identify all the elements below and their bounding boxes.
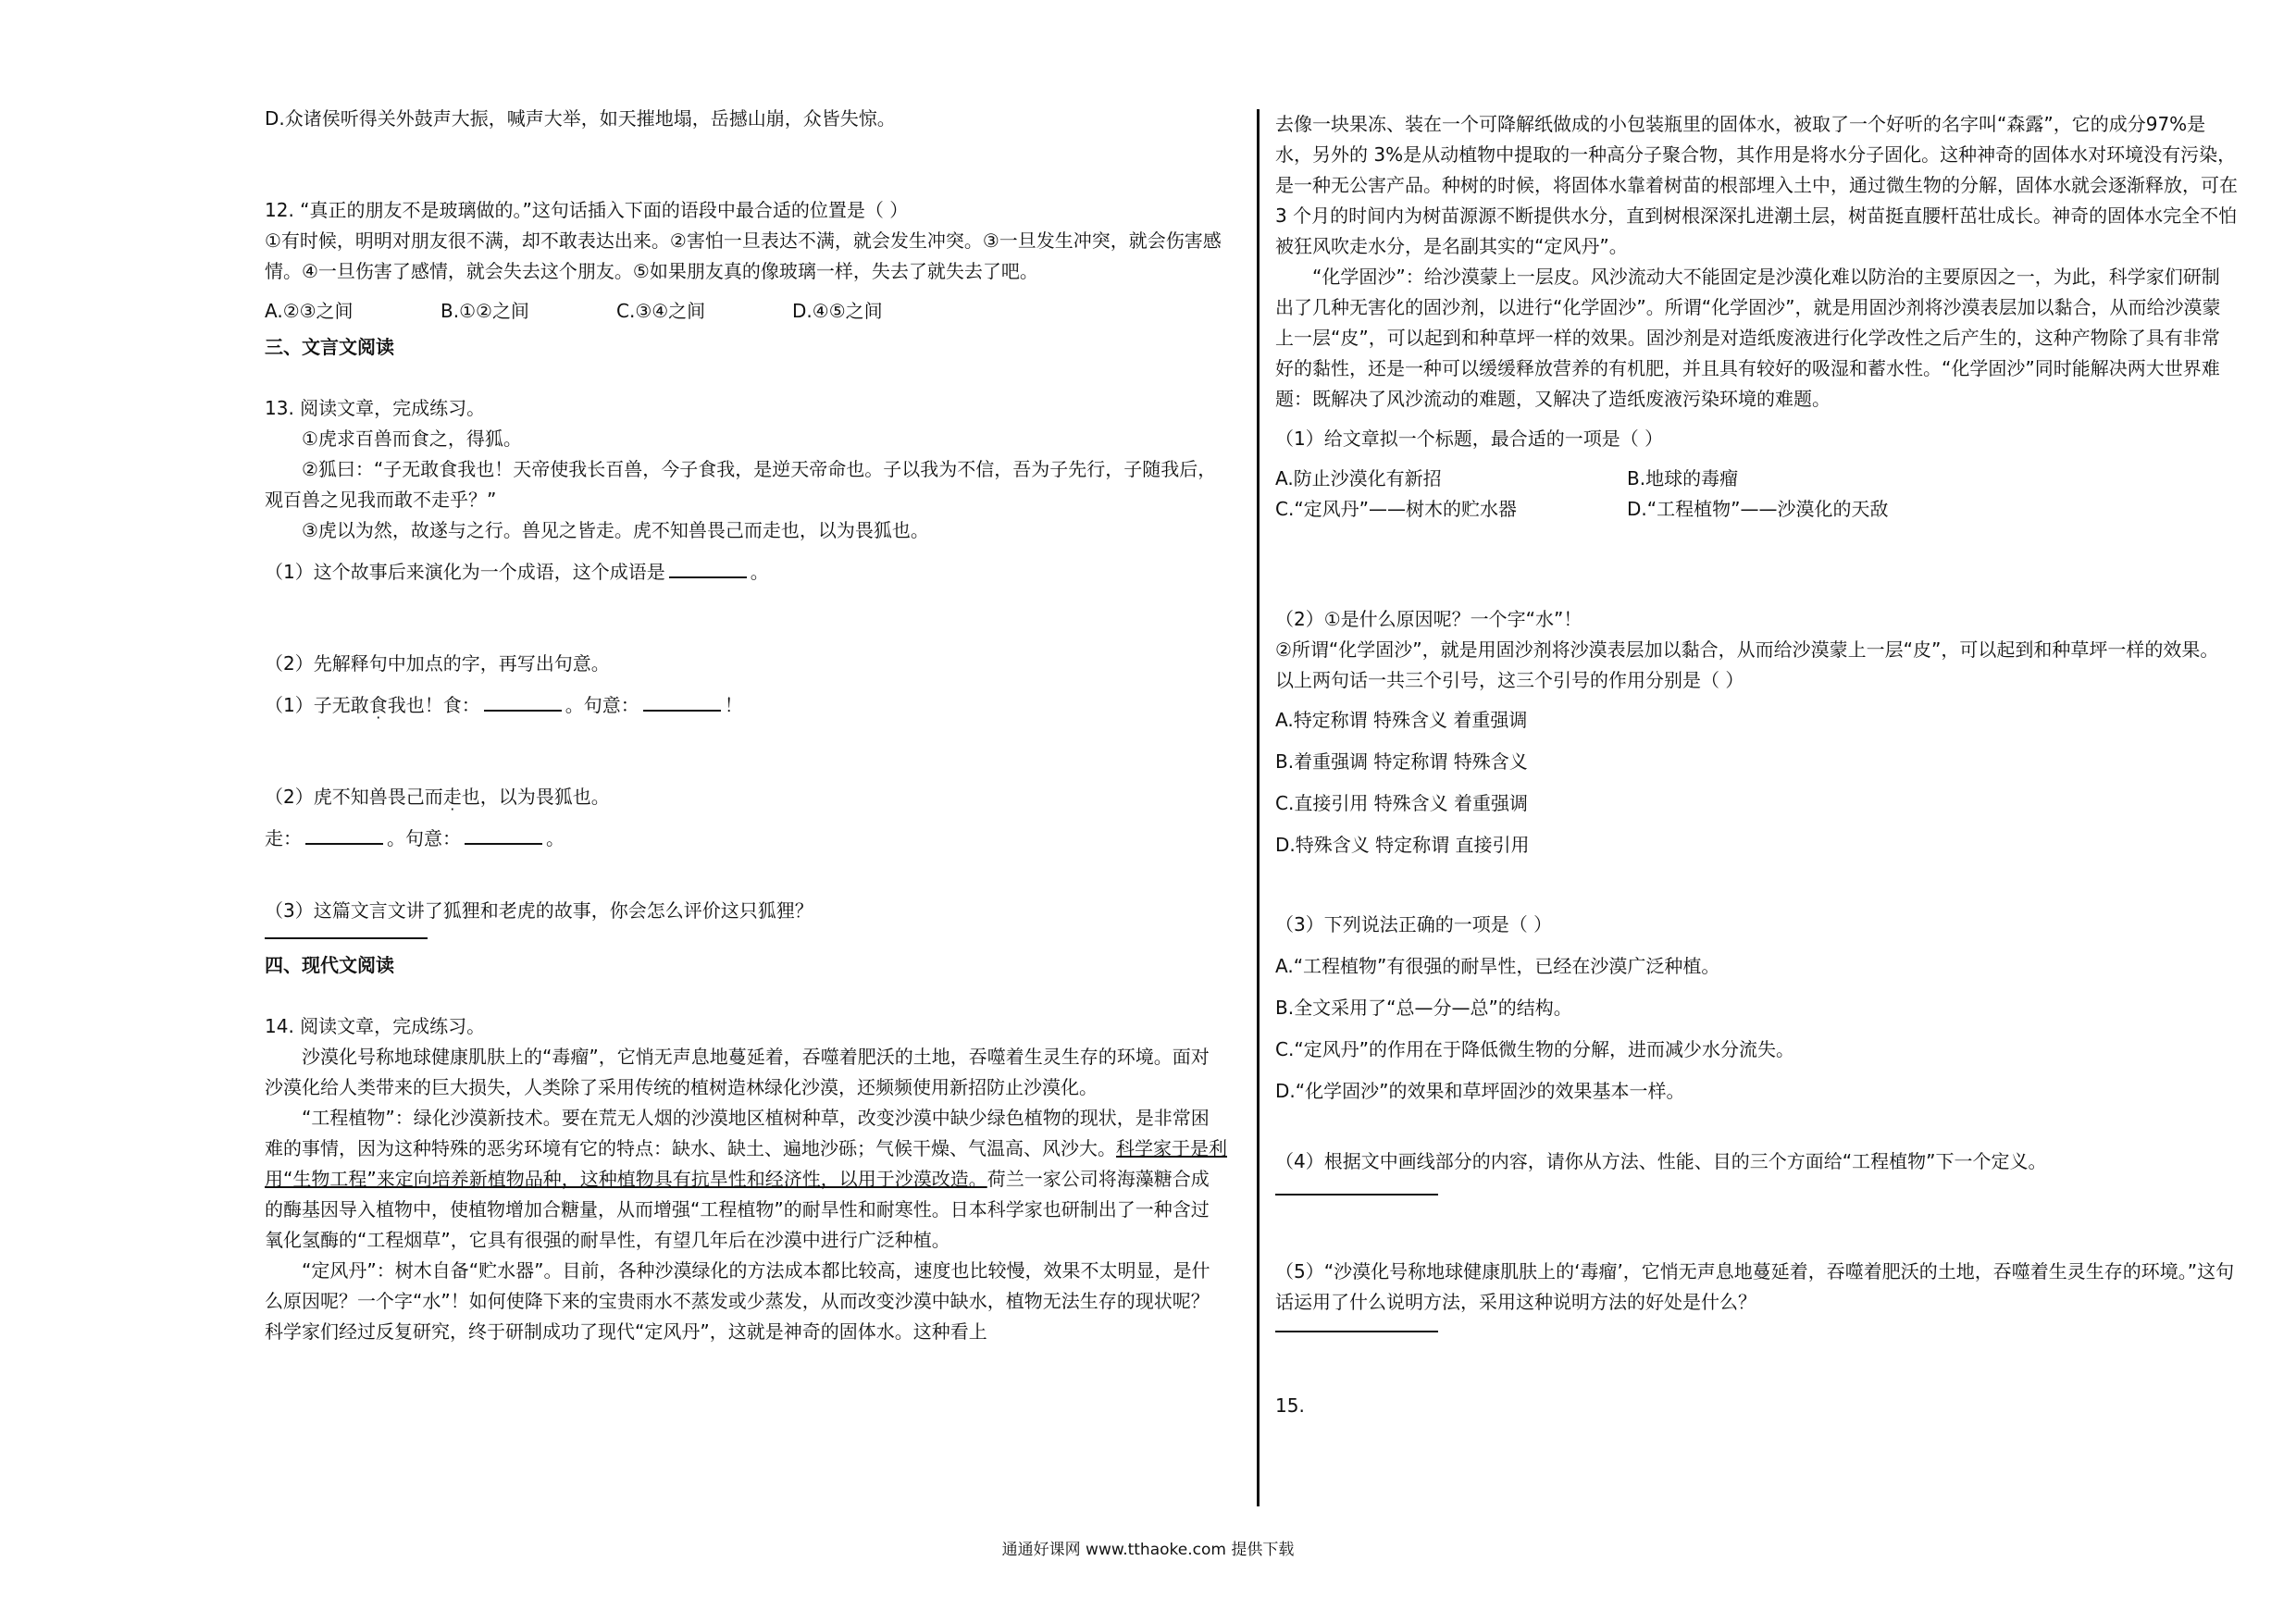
q14-sub2-option-a: A.特定称谓 特殊含义 着重强调 bbox=[1275, 709, 1528, 731]
q12-options bbox=[265, 296, 1227, 327]
q12-option-a: A.②③之间 bbox=[265, 300, 354, 322]
dotted-char: 食 bbox=[368, 694, 388, 716]
section-3-heading: 三、文言文阅读 bbox=[265, 336, 394, 358]
answer-blank[interactable] bbox=[643, 691, 721, 712]
answer-blank[interactable] bbox=[305, 824, 383, 845]
q14-sub2-option-d: D.特殊含义 特定称谓 直接引用 bbox=[1275, 834, 1530, 856]
q14-sub5: （5）“沙漠化号称地球健康肌肤上的‘毒瘤’，它悄无声息地蔓延着，吞噬着肥沃的土地，吞噬着生灵生存的环境。”这句话运用了什么说明方法，采用这种说明方法的好处是什么？ bbox=[1275, 1260, 2235, 1313]
column-divider bbox=[1257, 109, 1260, 1506]
q14-passage-4: “化学固沙”：给沙漠蒙上一层皮。风沙流动大不能固定是沙漠化难以防治的主要原因之一，为此，科学家们研制出了几种无害化的固沙剂，以进行“化学固沙”。所谓“化学固沙”，就是用固沙剂将沙漠表层加以黏合，从而给沙漠蒙上一层“皮”，可以起到和种草坪一样的效果。固沙剂是对造纸废液进行化学改性之后产生的，这种产物除了具有非常好的黏性，还是一种可以缓缓释放营养的有机肥，并且具有较好的吸湿和蓄水性。“化学固沙”同时能解决两大世界难题：既解决了风沙流动的难题，又解决了造纸废液污染环境的难题。 bbox=[1275, 266, 2221, 410]
q13-passage-3: ③虎以为然，故遂与之行。兽见之皆走。虎不知兽畏己而走也，以为畏狐也。 bbox=[302, 519, 929, 541]
q14-sub2-line3: 以上两句话一共三个引号，这三个引号的作用分别是（ ） bbox=[1275, 669, 1744, 691]
q14-passage-3-continued: 去像一块果冻、装在一个可降解纸做成的小包装瓶里的固体水，被取了一个好听的名字叫“森露”，它的成分97%是水，另外的 3%是从动植物中提取的一种高分子聚合物，其作用是将水分子固化。这种神奇的固体水对环境没有污染，是一种无公害产品。种树的时候，将固体水靠着树苗的根部埋入土中，通过微生物的分解，固体水就会逐渐释放，可在 3 个月的时间内为树苗源源不断提供水分，直到树根深深扎进潮土层，树苗挺直腰杆茁壮成长。神奇的固体水完全不怕被狂风吹走水分，是名副其实的“定风丹”。 bbox=[1275, 113, 2238, 257]
q12-stem: 12. “真正的朋友不是玻璃做的。”这句话插入下面的语段中最合适的位置是（ ） bbox=[265, 199, 909, 221]
q15-number: 15. bbox=[1275, 1394, 1305, 1417]
answer-blank[interactable] bbox=[465, 824, 542, 845]
q14-sub3-option-b: B.全文采用了“总—分—总”的结构。 bbox=[1275, 997, 1572, 1019]
answer-blank[interactable] bbox=[669, 558, 747, 578]
q14-sub2-option-c: C.直接引用 特殊含义 着重强调 bbox=[1275, 792, 1529, 814]
dotted-char: 走 bbox=[442, 786, 462, 808]
q14-sub2-line1: （2）①是什么原因呢？一个字“水”！ bbox=[1275, 608, 1582, 630]
q12-option-b: B.①②之间 bbox=[441, 300, 529, 322]
q14-stem: 14. 阅读文章，完成练习。 bbox=[265, 1015, 486, 1037]
answer-blank[interactable] bbox=[484, 691, 562, 712]
q13-passage-2: ②狐曰：“子无敢食我也！天帝使我长百兽，今子食我，是逆天帝命也。子以我为不信，吾为子先行，子随我后，观百兽之见我而敢不走乎？” bbox=[265, 458, 1217, 511]
q14-sub1-option-a: A.防止沙漠化有新招 bbox=[1275, 467, 1442, 489]
q11-option-d: D.众诸侯听得关外鼓声大振，喊声大举，如天摧地塌，岳撼山崩，众皆失惊。 bbox=[265, 107, 896, 130]
q13-passage-1: ①虎求百兽而食之，得狐。 bbox=[302, 427, 522, 450]
q13-stem: 13. 阅读文章，完成练习。 bbox=[265, 397, 486, 419]
q13-sub2: （2）先解释句中加点的字，再写出句意。 bbox=[265, 652, 610, 675]
section-4-heading: 四、现代文阅读 bbox=[265, 954, 394, 976]
q14-sub2-line2: ②所谓“化学固沙”，就是用固沙剂将沙漠表层加以黏合，从而给沙漠蒙上一层“皮”，可以起到和种草坪一样的效果。 bbox=[1275, 638, 2219, 661]
underlined-sentence: 科学家于是利用“生物工程”来定向培养新植物品种，这种植物具有抗旱性和经济性，以用于沙漠改造。 bbox=[265, 1137, 1227, 1190]
q14-sub3-option-a: A.“工程植物”有很强的耐旱性，已经在沙漠广泛种植。 bbox=[1275, 955, 1720, 977]
q14-sub3-option-c: C.“定风丹”的作用在于降低微生物的分解，进而减少水分流失。 bbox=[1275, 1038, 1795, 1060]
q13-sub3: （3）这篇文言文讲了狐狸和老虎的故事，你会怎么评价这只狐狸？ bbox=[265, 899, 813, 922]
q13-sub1: （1）这个故事后来演化为一个成语，这个成语是 。 bbox=[265, 557, 1227, 588]
q12-option-c: C.③④之间 bbox=[616, 300, 706, 322]
q14-sub1-options bbox=[1275, 464, 2238, 525]
left-column bbox=[265, 104, 1227, 1347]
q14-sub1-option-c: C.“定风丹”——树木的贮水器 bbox=[1275, 498, 1518, 520]
q14-passage-3: “定风丹”：树木自备“贮水器”。目前，各种沙漠绿化的方法成本都比较高，速度也比较慢，效果不太明显，是什么原因呢？一个字“水”！如何使降下来的宝贵雨水不蒸发或少蒸发，从而改变沙漠中缺水，植物无法生存的现状呢？科学家们经过反复研究，终于研制成功了现代“定风丹”，这就是神奇的固体水。这种看上 bbox=[265, 1259, 1210, 1343]
q14-sub3-option-d: D.“化学固沙”的效果和草坪固沙的效果基本一样。 bbox=[1275, 1080, 1685, 1102]
q13-sub2-2-answer: 走： 。句意： 。 bbox=[265, 824, 1227, 854]
footer-source: 通通好课网 www.tthaoke.com 提供下载 bbox=[1001, 1541, 1295, 1559]
q12-text: ①有时候，明明对朋友很不满，却不敢表达出来。②害怕一旦表达不满，就会发生冲突。③一旦发生冲突，就会伤害感情。④一旦伤害了感情，就会失去这个朋友。⑤如果朋友真的像玻璃一样，失去了就失去了吧。 bbox=[265, 229, 1222, 282]
q13-sub2-2: （2）虎不知兽畏己而走也，以为畏狐也。 bbox=[265, 786, 610, 808]
q14-passage-1: 沙漠化号称地球健康肌肤上的“毒瘤”，它悄无声息地蔓延着，吞噬着肥沃的土地，吞噬着生灵生存的环境。面对沙漠化给人类带来的巨大损失，人类除了采用传统的植树造林绿化沙漠，还频频使用新招防止沙漠化。 bbox=[265, 1046, 1210, 1098]
q14-sub2-option-b: B.着重强调 特定称谓 特殊含义 bbox=[1275, 750, 1528, 773]
q14-sub3: （3）下列说法正确的一项是（ ） bbox=[1275, 913, 1553, 935]
q14-sub1-option-b: B.地球的毒瘤 bbox=[1627, 467, 1739, 489]
q14-sub1: （1）给文章拟一个标题，最合适的一项是（ ） bbox=[1275, 427, 1664, 450]
q14-sub4: （4）根据文中画线部分的内容，请你从方法、性能、目的三个方面给“工程植物”下一个定义。 bbox=[1275, 1150, 2047, 1172]
q13-sub2-1: （1）子无敢食我也！食： 。句意： ！ bbox=[265, 690, 1227, 721]
q12-option-d: D.④⑤之间 bbox=[792, 300, 883, 322]
right-column bbox=[1275, 109, 2238, 1421]
q14-passage-2: “工程植物”：绿化沙漠新技术。要在荒无人烟的沙漠地区植树种草，改变沙漠中缺少绿色植物的现状，是非常困难的事情，因为这种特殊的恶劣环境有它的特点：缺水、缺土、遍地沙砾；气候干燥、气温高、风沙大。科学家于是利用“生物工程”来定向培养新植物品种，这种植物具有抗旱性和经济性，以用于沙漠改造。荷兰一家公司将海藻糖合成的酶基因导入植物中，使植物增加合糖量，从而增强“工程植物”的耐旱性和耐寒性。日本科学家也研制出了一种含过氧化氢酶的“工程烟草”，它具有很强的耐旱性，有望几年后在沙漠中进行广泛种植。 bbox=[265, 1107, 1227, 1251]
q14-sub1-option-d: D.“工程植物”——沙漠化的天敌 bbox=[1627, 498, 1889, 520]
